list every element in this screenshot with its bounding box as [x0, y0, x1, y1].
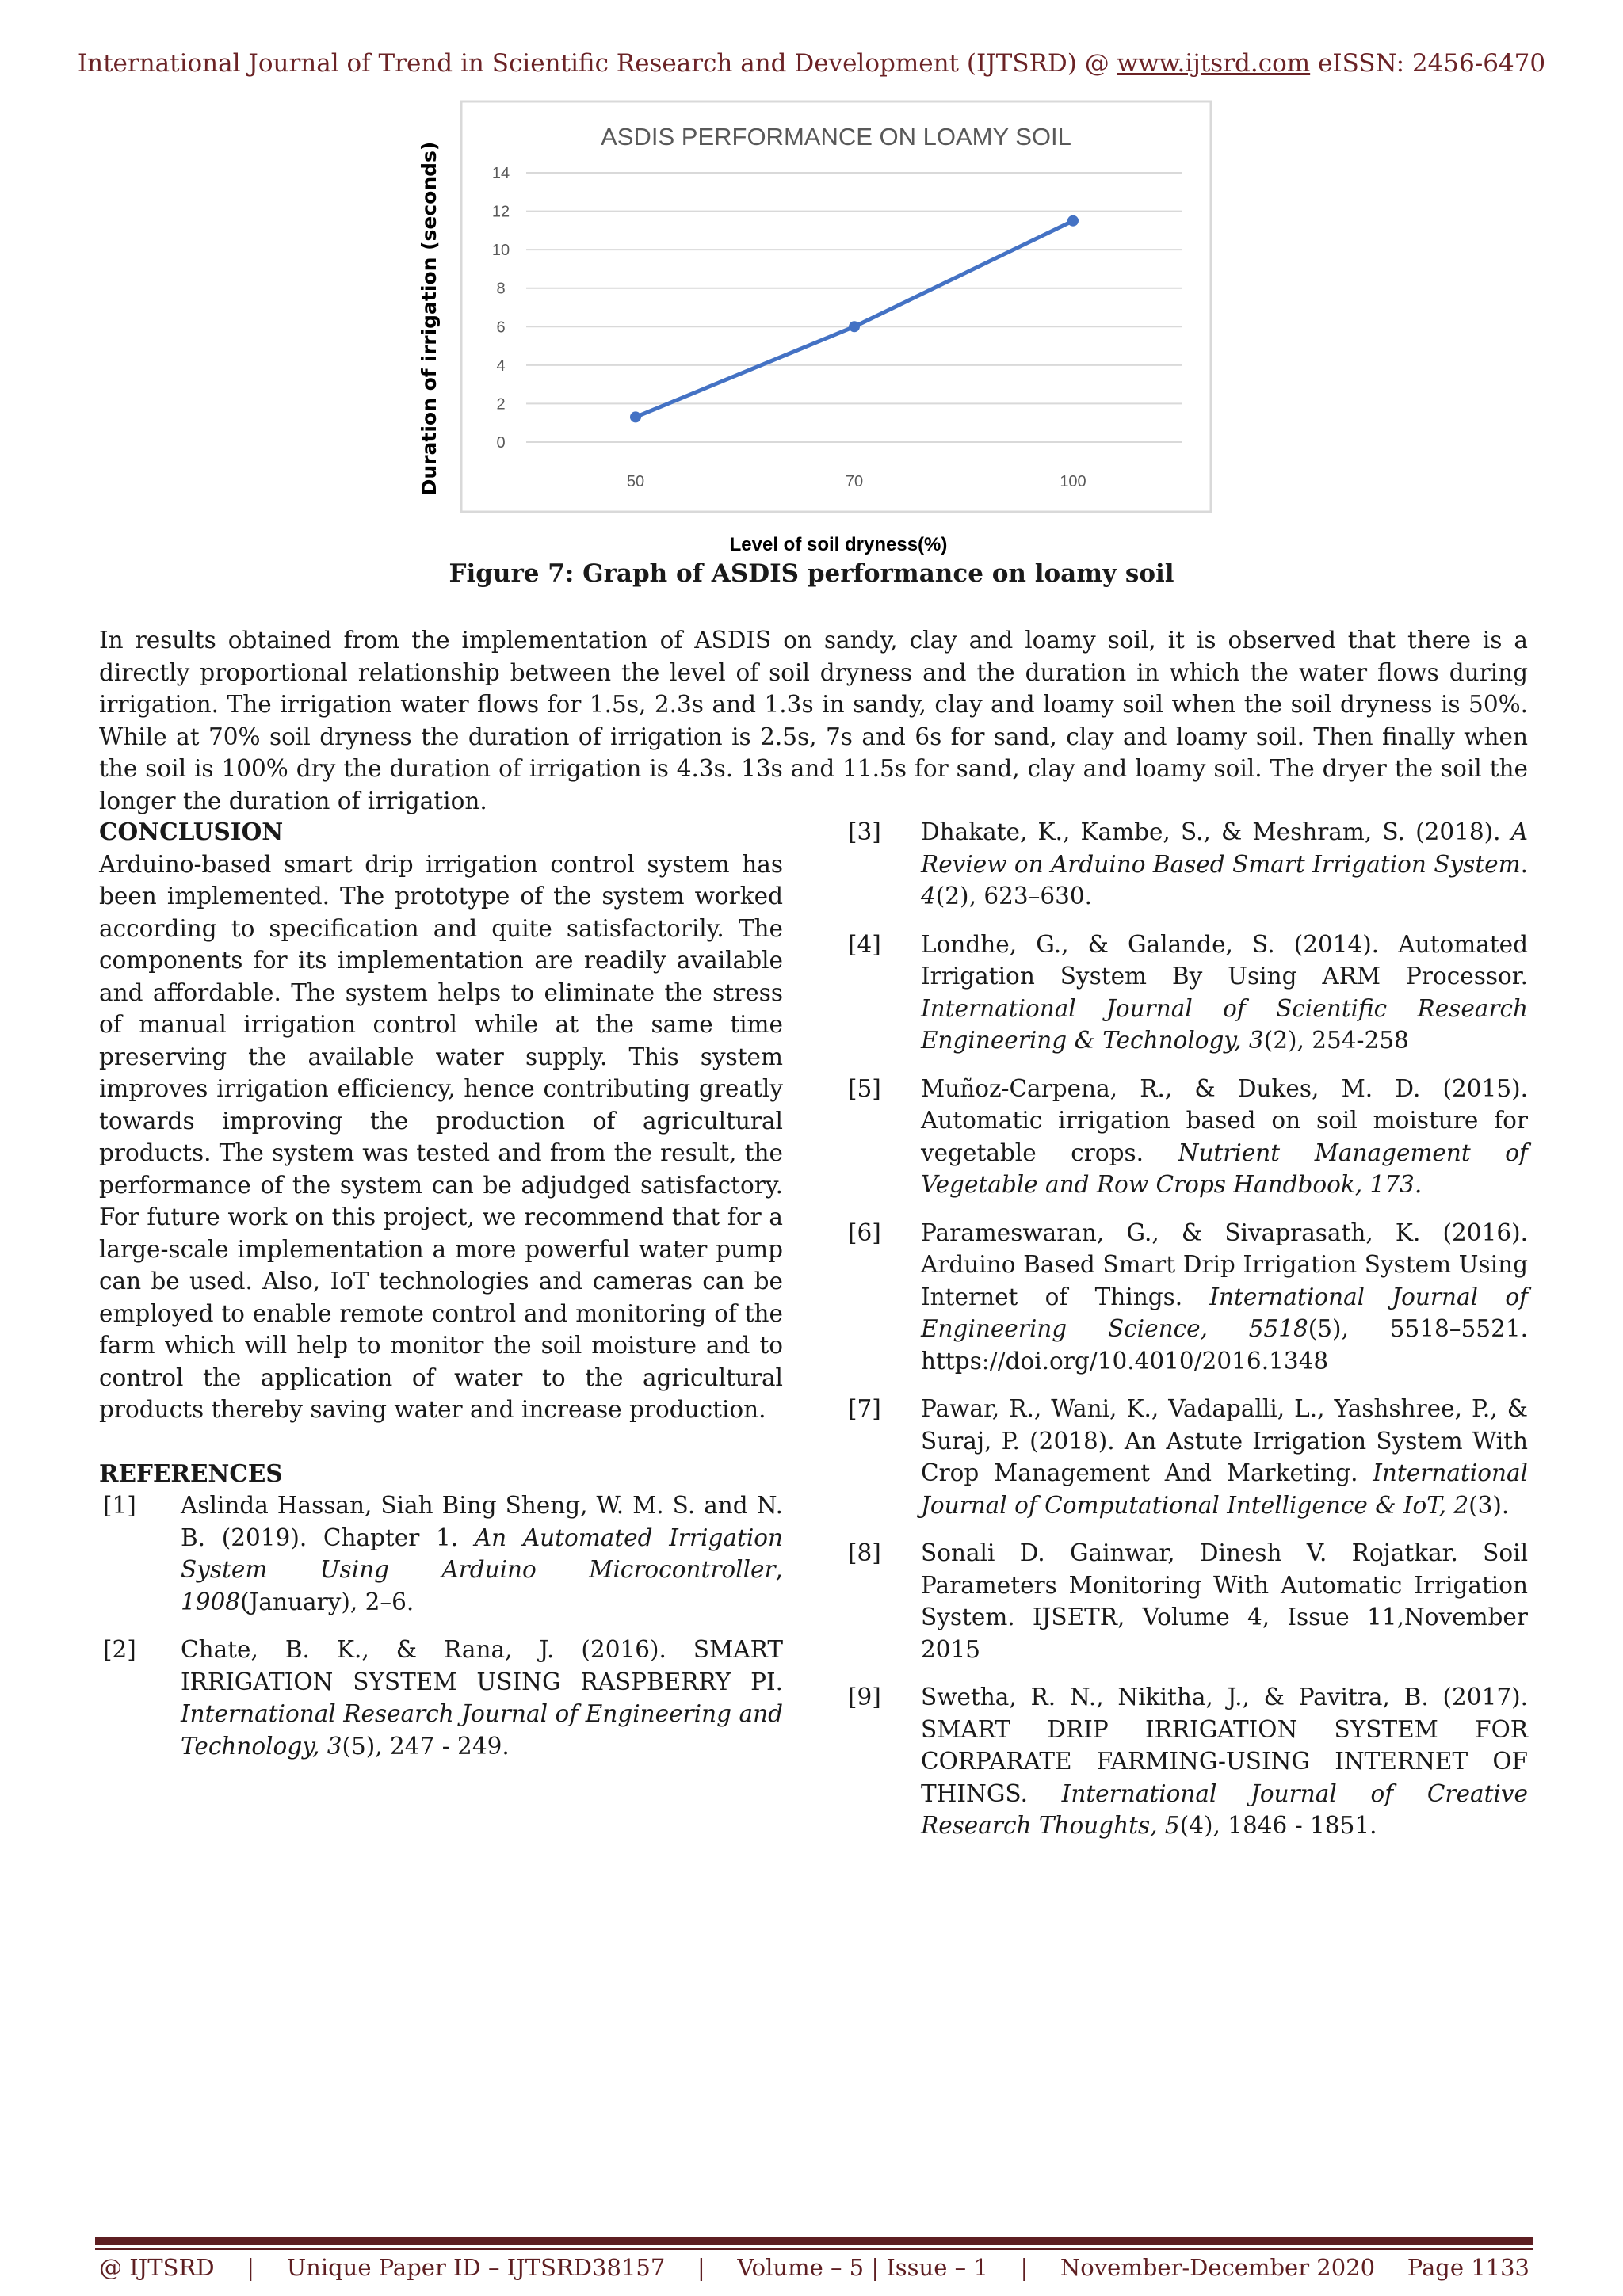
reference-number: [2] [103, 1636, 136, 1663]
reference-text [921, 1681, 1528, 1842]
footer-page: Page 1133 [1407, 2254, 1529, 2281]
footer [99, 2254, 1529, 2281]
reference-item [99, 1634, 783, 1762]
reference-part: Chate, B. K., & Rana, J. (2016). SMART IRRIGATION SYSTEM USING RASPBERRY PI. [181, 1636, 783, 1695]
reference-part: , [775, 1556, 783, 1583]
references-heading: REFERENCES [99, 1459, 283, 1487]
journal-name: International Journal of Trend in Scientific Research and Development (IJTSRD) @ [77, 49, 1117, 78]
reference-italic: International Research Journal of Engineering and Technology, 3 [181, 1700, 783, 1760]
reference-number: [5] [848, 1074, 881, 1102]
footer-rule [95, 2237, 1533, 2250]
reference-part: Aslinda Hassan, Siah Bing Sheng, W. M. S. and N. B. (2019). Chapter 1. [181, 1492, 783, 1551]
reference-number: [4] [848, 930, 881, 958]
y-tick-label: 12 [491, 203, 510, 221]
reference-item [99, 1489, 783, 1618]
reference-text [921, 929, 1528, 1057]
reference-part: (4), 1846 - 1851. [1179, 1812, 1377, 1839]
journal-link[interactable]: www.ijtsrd.com [1117, 49, 1311, 78]
reference-item [848, 816, 1528, 913]
chart-title: ASDIS PERFORMANCE ON LOAMY SOIL [601, 123, 1071, 151]
reference-part: Swetha, R. N., Nikitha, J., & Pavitra, B. (2017). SMART DRIP IRRIGATION SYSTEM FOR CORPARATE FARMING-USING INTERNET OF THINGS. [921, 1684, 1528, 1807]
reference-item [848, 1681, 1528, 1842]
left-column [99, 816, 783, 1778]
reference-italic: A Review on Arduino Based Smart Irrigation System [921, 818, 1528, 878]
reference-part: Londhe, G., & Galande, S. (2014). Automated Irrigation System By Using ARM Processor. [921, 930, 1528, 990]
reference-part: Dhakate, K., Kambe, S., & Meshram, S. (2018). [921, 818, 1511, 845]
conclusion-text: Arduino-based smart drip irrigation control system has been implemented. The prototype of the system worked according to specification and quite satisfactorily. The components for its implementation are readily available and affordable. The system helps to eliminate the stress of manual irrigation control while at the same time preserving the available water supply. This system improves irrigation efficiency, hence contributing greatly towards improving the production of agricultural products. The system was tested and from the result, the performance of the system can be adjudged satisfactory. For future work on this project, we recommend that for a large-scale implementation a more powerful water pump can be used. Also, IoT technologies and cameras can be employed to enable remote control and monitoring of the farm which will help to monitor the soil moisture and to control the application of water to the agricultural products thereby saving water and increase production. [99, 850, 783, 1423]
reference-number: [8] [848, 1539, 881, 1566]
reference-part: (5), 247 - 249. [342, 1732, 510, 1760]
y-tick-label: 14 [491, 165, 510, 182]
reference-part: Pawar, R., Wani, K., Vadapalli, L., Yashshree, P., & Suraj, P. (2018). An Astute Irrigation System With Crop Management And Marketing. [921, 1395, 1528, 1486]
reference-item [848, 1537, 1528, 1665]
y-tick-label: 8 [496, 280, 506, 298]
footer-site: @ IJTSRD [99, 2254, 215, 2281]
reference-italic: An Automated Irrigation System Using Arduino Microcontroller [181, 1524, 784, 1583]
reference-text [181, 1489, 783, 1618]
footer-paper-id: Unique Paper ID – IJTSRD38157 [286, 2254, 666, 2281]
y-tick-label: 2 [496, 395, 506, 414]
reference-part: (5), 5518–5521. https://doi.org/10.4010/2016.1348 [921, 1315, 1528, 1375]
reference-part: (3). [1468, 1491, 1510, 1519]
data-point [1067, 215, 1079, 227]
reference-text [181, 1634, 783, 1762]
reference-part: Muñoz-Carpena, R., & Dukes, M. D. (2015). Automatic irrigation based on soil moisture for vegetable crops. [921, 1074, 1528, 1166]
footer-separator: | [1020, 2254, 1029, 2281]
reference-number: [3] [848, 818, 881, 845]
reference-item [848, 1393, 1528, 1521]
reference-number: [7] [848, 1395, 881, 1422]
figure-caption: Figure 7: Graph of ASDIS performance on loamy soil [449, 559, 1174, 588]
reference-part: (January), 2–6. [240, 1588, 414, 1615]
reference-item [848, 1217, 1528, 1378]
running-header [0, 49, 1623, 78]
reference-number: [9] [848, 1684, 881, 1711]
reference-text [921, 1537, 1528, 1665]
reference-italic: International Journal of Engineering Science, 5518 [921, 1283, 1528, 1342]
x-tick-label: 70 [845, 473, 864, 490]
reference-italic: 1908 [181, 1588, 241, 1615]
y-tick-label: 10 [491, 242, 510, 260]
reference-italic: International Journal of Scientific Research Engineering & Technology, 3 [921, 994, 1528, 1054]
reference-part: Parameswaran, G., & Sivaprasath, K. (2016). Arduino Based Smart Drip Irrigation System Using Internet of Things. [921, 1219, 1528, 1310]
chart-frame [461, 101, 1211, 512]
footer-separator: | [697, 2254, 705, 2281]
x-axis-label: Level of soil dryness(%) [729, 534, 948, 555]
y-axis-label: Duration of irrigation (seconds) [418, 141, 441, 496]
line-chart [420, 95, 1228, 586]
right-column [848, 816, 1528, 1858]
data-point [630, 411, 641, 422]
conclusion-heading: CONCLUSION [99, 818, 284, 845]
reference-text [921, 1393, 1528, 1521]
reference-number: [6] [848, 1219, 881, 1246]
eissn: eISSN: 2456-6470 [1310, 49, 1546, 78]
y-tick-label: 0 [496, 434, 506, 452]
reference-italic: 4 [921, 883, 936, 910]
reference-text [921, 1217, 1528, 1378]
reference-item [848, 1073, 1528, 1201]
reference-italic: Nutrient Management of Vegetable and Row Crops Handbook, 173. [921, 1138, 1528, 1198]
reference-part: (2), 254-258 [1263, 1027, 1409, 1054]
y-tick-label: 6 [496, 318, 506, 337]
reference-italic: International Journal of Creative Research Thoughts, 5 [921, 1779, 1528, 1839]
footer-volume: Volume – 5 | Issue – 1 [737, 2254, 988, 2281]
reference-number: [1] [103, 1492, 136, 1519]
data-point [849, 321, 860, 332]
reference-italic: International Journal of Computational Intelligence & IoT, 2 [921, 1459, 1528, 1519]
reference-part: (2), 623–630. [935, 883, 1093, 910]
y-tick-label: 4 [496, 357, 506, 375]
results-paragraph: In results obtained from the implementation of ASDIS on sandy, clay and loamy soil, it is observed that there is a directly proportional relationship between the level of soil dryness and the duration in which the water flows during irrigation. The irrigation water flows for 1.5s, 2.3s and 1.3s in sandy, clay and loamy soil when the soil dryness is 50%. While at 70% soil dryness the duration of irrigation is 2.5s, 7s and 6s for sand, clay and loamy soil. Then finally when the soil is 100% dry the duration of irrigation is 4.3s. 13s and 11.5s for sand, clay and loamy soil. The dryer the soil the longer the duration of irrigation. [99, 627, 1528, 814]
x-tick-label: 50 [626, 473, 645, 490]
x-tick-label: 100 [1060, 473, 1086, 490]
reference-part: . [1520, 850, 1528, 878]
reference-text [921, 816, 1528, 913]
reference-part: Sonali D. Gainwar, Dinesh V. Rojatkar. Soil Parameters Monitoring With Automatic Irrigation System. IJSETR, Volume 4, Issue 11,November 2015 [921, 1539, 1528, 1663]
footer-date: November-December 2020 [1060, 2254, 1376, 2281]
reference-text [921, 1073, 1528, 1201]
footer-separator: | [246, 2254, 255, 2281]
reference-item [848, 929, 1528, 1057]
